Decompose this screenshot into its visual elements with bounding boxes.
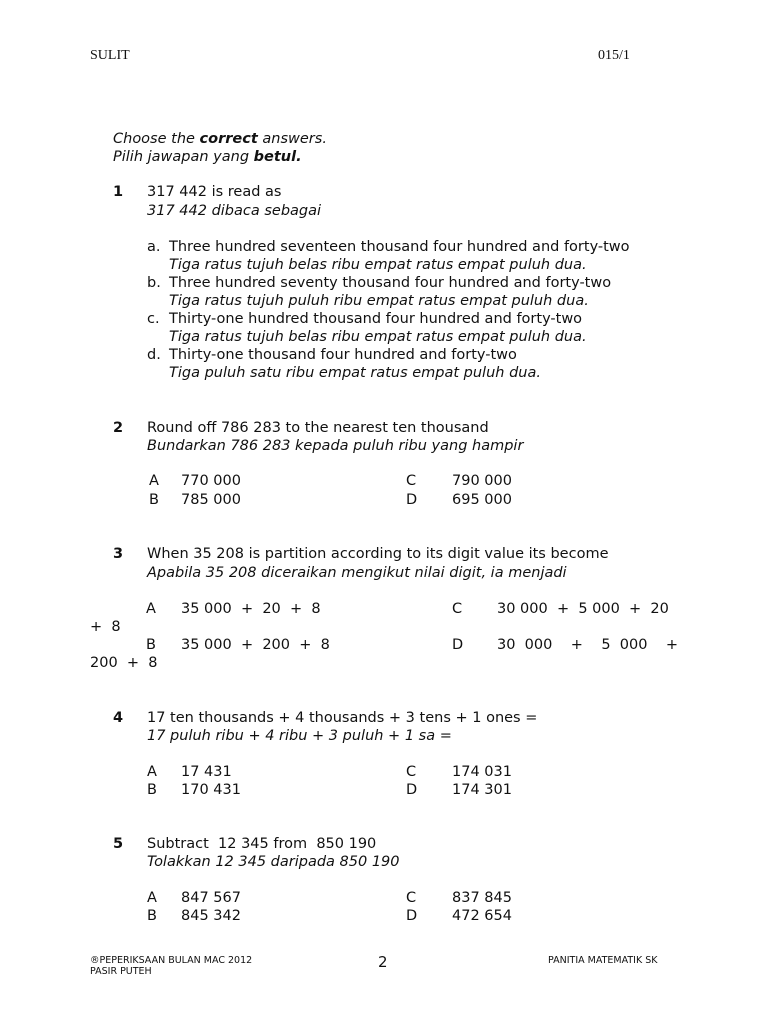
option-value: 837 845 bbox=[452, 890, 512, 906]
question-text-ms: 317 442 dibaca sebagai bbox=[147, 203, 322, 219]
option-letter: a. bbox=[147, 239, 161, 255]
option-letter: A bbox=[147, 890, 157, 906]
option-text-en: Thirty-one thousand four hundred and forty-two bbox=[169, 347, 517, 363]
option-letter: A bbox=[146, 601, 156, 617]
question-number: 5 bbox=[113, 836, 124, 852]
option-value: 770 000 bbox=[181, 473, 241, 489]
question-text-ms: 17 puluh ribu + 4 ribu + 3 puluh + 1 sa = bbox=[147, 728, 452, 744]
instruction-ms-bold: betul. bbox=[253, 149, 302, 165]
option-letter: b. bbox=[147, 275, 161, 291]
option-letter: C bbox=[406, 890, 417, 906]
question-text-ms: Apabila 35 208 diceraikan mengikut nilai digit, ia menjadi bbox=[147, 565, 567, 581]
option-value: 17 431 bbox=[181, 764, 232, 780]
option-letter: d. bbox=[147, 347, 161, 363]
question-number: 1 bbox=[113, 184, 124, 200]
question-text-ms: Bundarkan 786 283 kepada puluh ribu yang hampir bbox=[147, 438, 524, 454]
option-value: 174 031 bbox=[452, 764, 512, 780]
option-value: 35 000 + 20 + 8 bbox=[181, 601, 321, 617]
option-text-en: Three hundred seventy thousand four hundred and forty-two bbox=[169, 275, 612, 291]
option-value: 845 342 bbox=[181, 908, 241, 924]
instruction-en-suffix: answers. bbox=[257, 131, 327, 147]
header-right: 015/1 bbox=[598, 48, 630, 63]
option-value-wrap: 200 + 8 bbox=[90, 655, 158, 671]
question-text-en: 17 ten thousands + 4 thousands + 3 tens + 1 ones = bbox=[147, 710, 538, 726]
option-value: 785 000 bbox=[181, 492, 241, 508]
question-text-en: When 35 208 is partition according to its digit value its become bbox=[147, 546, 609, 562]
instruction-en-prefix: Choose the bbox=[113, 131, 200, 147]
option-value-wrap: + 8 bbox=[90, 619, 121, 635]
option-letter: C bbox=[406, 473, 417, 489]
option-letter: A bbox=[147, 764, 157, 780]
option-value: 695 000 bbox=[452, 492, 512, 508]
question-text-en: 317 442 is read as bbox=[147, 184, 282, 200]
question-text-en: Subtract 12 345 from 850 190 bbox=[147, 836, 377, 852]
option-value: 847 567 bbox=[181, 890, 241, 906]
option-text-ms: Tiga ratus tujuh puluh ribu empat ratus empat puluh dua. bbox=[169, 293, 589, 309]
option-text-ms: Tiga puluh satu ribu empat ratus empat puluh dua. bbox=[169, 365, 541, 381]
option-value: 35 000 + 200 + 8 bbox=[181, 637, 330, 653]
footer-exam-title: ®PEPERIKSAAN BULAN MAC 2012 bbox=[90, 955, 253, 966]
option-letter: B bbox=[149, 492, 159, 508]
option-letter: C bbox=[406, 764, 417, 780]
instruction-en-bold: correct bbox=[199, 131, 258, 147]
question-number: 2 bbox=[113, 420, 124, 436]
page-number: 2 bbox=[378, 953, 388, 971]
question-text-en: Round off 786 283 to the nearest ten thousand bbox=[147, 420, 489, 436]
question-number: 4 bbox=[113, 710, 124, 726]
option-letter: c. bbox=[147, 311, 160, 327]
option-letter: B bbox=[146, 637, 156, 653]
option-letter: A bbox=[149, 473, 159, 489]
option-text-en: Three hundred seventeen thousand four hundred and forty-two bbox=[169, 239, 630, 255]
option-value: 30 000 + 5 000 + 20 bbox=[497, 601, 669, 617]
instruction-ms bbox=[113, 148, 302, 166]
option-value: 174 301 bbox=[452, 782, 512, 798]
option-letter: D bbox=[406, 492, 418, 508]
footer-location: PASIR PUTEH bbox=[90, 966, 152, 977]
option-letter: B bbox=[147, 908, 157, 924]
option-letter: C bbox=[452, 601, 463, 617]
option-letter: D bbox=[406, 782, 418, 798]
footer-panel: PANITIA MATEMATIK SK bbox=[548, 955, 658, 966]
option-text-ms: Tiga ratus tujuh belas ribu empat ratus empat puluh dua. bbox=[169, 329, 587, 345]
option-text-en: Thirty-one hundred thousand four hundred and forty-two bbox=[169, 311, 583, 327]
option-letter: D bbox=[452, 637, 464, 653]
instruction-ms-prefix: Pilih jawapan yang bbox=[113, 149, 254, 165]
option-value: 472 654 bbox=[452, 908, 512, 924]
question-text-ms: Tolakkan 12 345 daripada 850 190 bbox=[147, 854, 400, 870]
question-number: 3 bbox=[113, 546, 124, 562]
option-text-ms: Tiga ratus tujuh belas ribu empat ratus empat puluh dua. bbox=[169, 257, 587, 273]
instruction-en bbox=[113, 130, 327, 148]
option-value: 30 000 + 5 000 + bbox=[497, 637, 679, 653]
option-value: 790 000 bbox=[452, 473, 512, 489]
option-letter: B bbox=[147, 782, 157, 798]
option-value: 170 431 bbox=[181, 782, 241, 798]
option-letter: D bbox=[406, 908, 418, 924]
header-left: SULIT bbox=[90, 48, 130, 63]
